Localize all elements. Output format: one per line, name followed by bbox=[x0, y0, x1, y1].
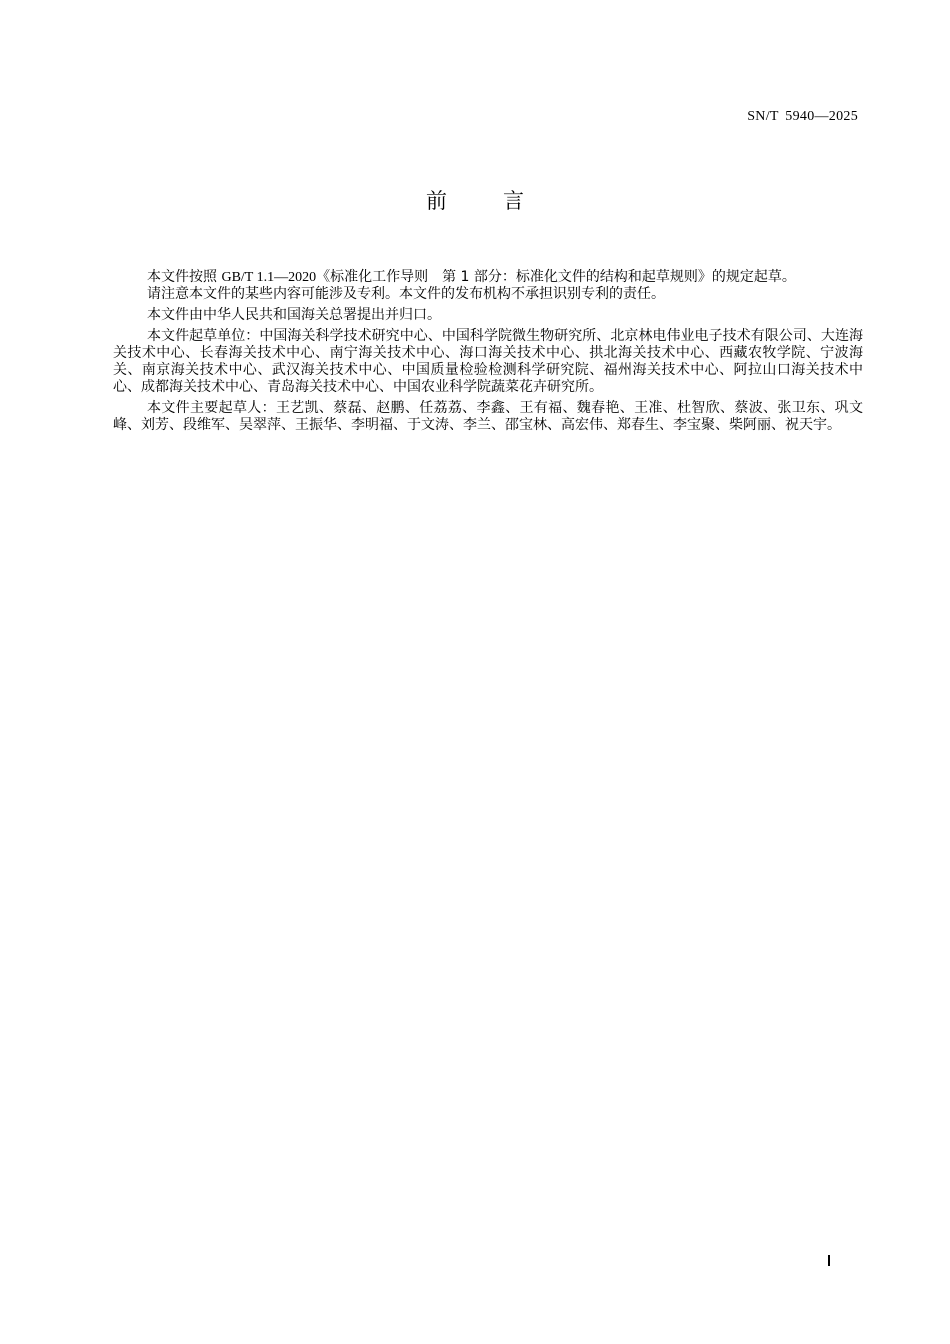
paragraph-drafting-rules bbox=[113, 269, 863, 286]
document-code: SN/T 5940—2025 bbox=[747, 109, 858, 124]
paragraph-patent-notice: 请注意本文件的某些内容可能涉及专利。本文件的发布机构不承担识别专利的责任。 bbox=[147, 286, 665, 302]
foreword-body bbox=[113, 269, 863, 434]
page-title bbox=[0, 185, 950, 215]
paragraph-drafting-units: 本文件起草单位：中国海关科学技术研究中心、中国科学院微生物研究所、北京林电伟业电子技术有限公司、大连海关技术中心、长春海关技术中心、南宁海关技术中心、海口海关技术中心、拱北海关技术中心、西藏农牧学院、宁波海关、南京海关技术中心、武汉海关技术中心、中国质量检验检测科学研究院、福州海关技术中心、阿拉山口海关技术中心、成都海关技术中心、青岛海关技术中心、中国农业科学院蔬菜花卉研究所。 bbox=[113, 328, 863, 395]
paragraph-1-prefix: 本文件按照 bbox=[147, 269, 222, 285]
paragraph-1-suffix: 《标准化工作导则 第 1 部分：标准化文件的结构和起草规则》的规定起草。 bbox=[316, 269, 796, 285]
title-char-2: 言 bbox=[503, 189, 524, 213]
paragraph-proposer: 本文件由中华人民共和国海关总署提出并归口。 bbox=[147, 307, 441, 323]
page-number bbox=[828, 1255, 830, 1266]
paragraph-drafters: 本文件主要起草人：王艺凯、蔡磊、赵鹏、任荔荔、李鑫、王有福、魏春艳、王准、杜智欣、蔡波、张卫东、巩文峰、刘芳、段维军、吴翠萍、王振华、李明福、于文涛、李兰、邵宝林、高宏伟、郑春生、李宝聚、柴阿丽、祝天宇。 bbox=[113, 400, 863, 433]
standard-reference: GB/T 1.1—2020 bbox=[221, 270, 317, 285]
title-char-1: 前 bbox=[426, 189, 447, 213]
